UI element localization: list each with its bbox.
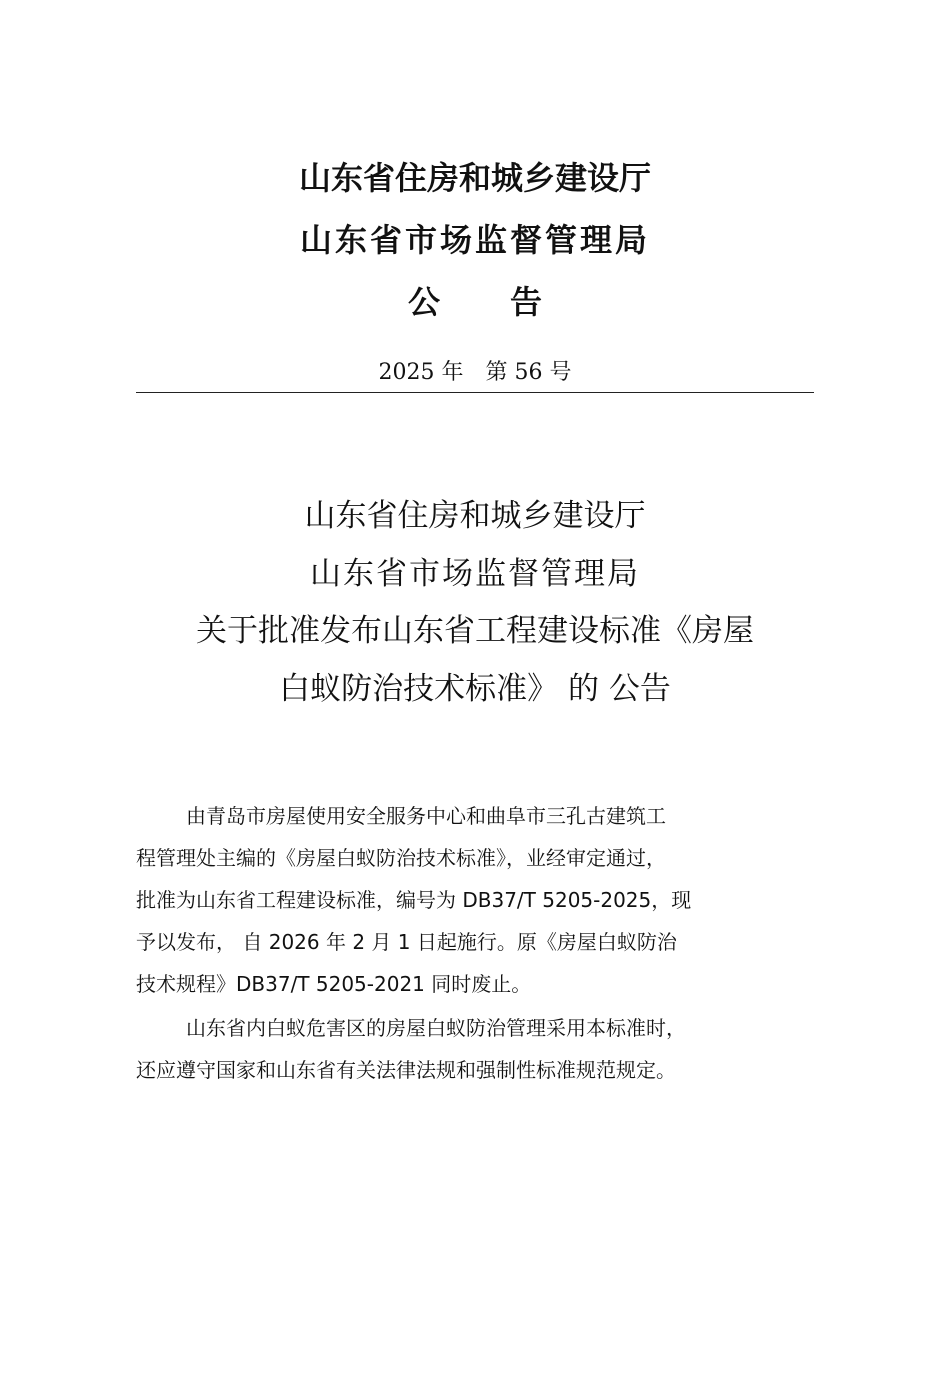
body-line: 技术规程》DB37/T 5205-2021 同时废止。 <box>136 972 532 996</box>
body-paragraph-2 <box>136 1007 816 1091</box>
body-paragraph-1 <box>136 795 816 1005</box>
document-type <box>0 282 950 322</box>
document-number <box>0 358 950 388</box>
document-serial: 第 56 号 <box>485 360 572 385</box>
title-line-4: 白蚁防治技术标准》 的 公告 <box>279 671 671 707</box>
body-line: 山东省内白蚁危害区的房屋白蚁防治管理采用本标准时， <box>186 1016 686 1040</box>
body-line: 批准为山东省工程建设标准，编号为 DB37/T 5205-2025，现 <box>136 888 692 912</box>
issuer-line-1: 山东省住房和城乡建设厅 <box>298 159 651 197</box>
body-line: 由青岛市房屋使用安全服务中心和曲阜市三孔古建筑工 <box>186 804 666 828</box>
title-line-2: 山东省市场监督管理局 <box>310 556 640 592</box>
document-type-char-2: 告 <box>510 283 543 321</box>
header-divider <box>136 392 814 393</box>
title-line-1: 山东省住房和城乡建设厅 <box>304 498 646 534</box>
body-line: 还应遵守国家和山东省有关法律法规和强制性标准规范规定。 <box>136 1058 676 1082</box>
document-type-char-1: 公 <box>407 283 440 321</box>
body-line: 予以发布， 自 2026 年 2 月 1 日起施行。原《房屋白蚁防治 <box>136 930 677 954</box>
document-year: 2025 年 <box>378 360 464 385</box>
title-line-3: 关于批准发布山东省工程建设标准《房屋 <box>196 613 754 649</box>
issuer-line-2: 山东省市场监督管理局 <box>299 221 650 259</box>
body-line: 程管理处主编的《房屋白蚁防治技术标准》，业经审定通过， <box>136 846 666 870</box>
